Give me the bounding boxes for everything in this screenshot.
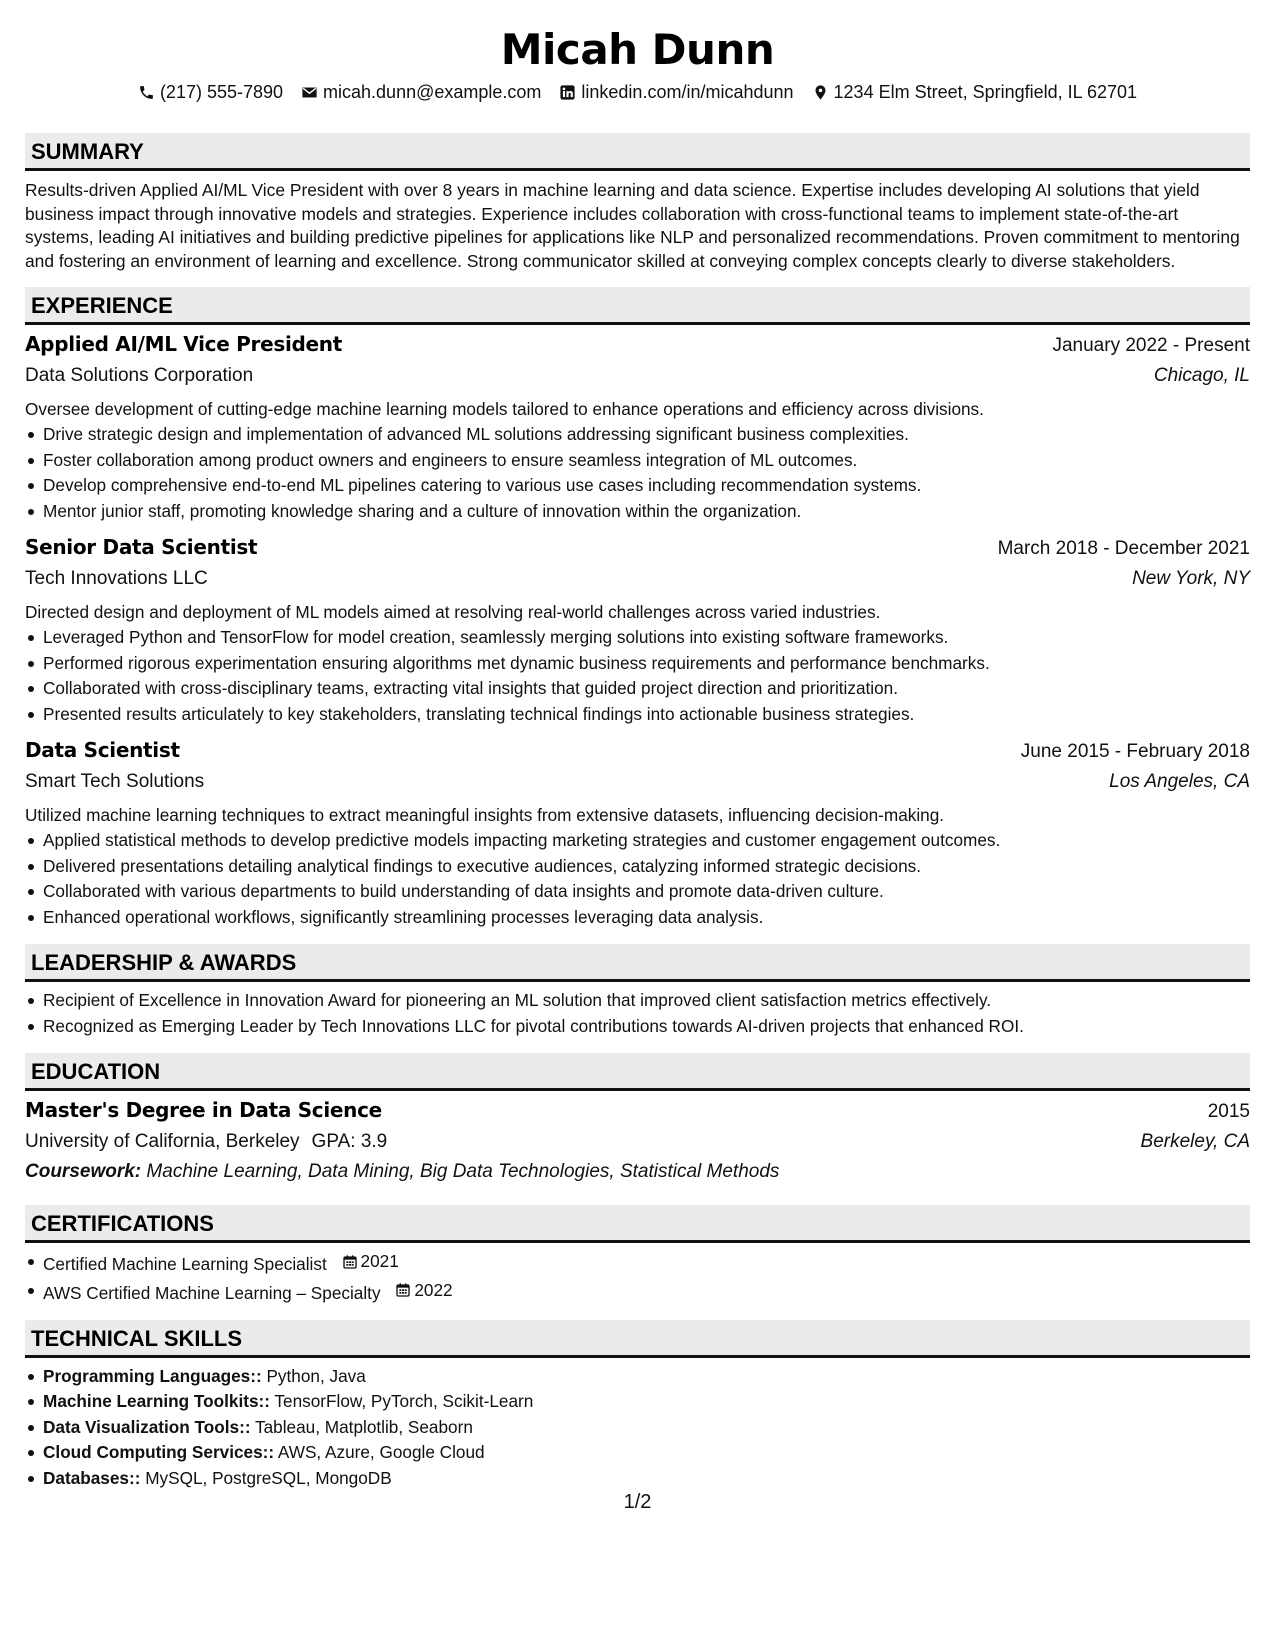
page-number: 1/2 xyxy=(623,1491,652,1513)
job-company: Data Solutions Corporation xyxy=(25,365,254,387)
job-dates: June 2015 - February 2018 xyxy=(1020,741,1250,763)
school-line xyxy=(25,1127,387,1157)
list-item: Collaborated with various departments to build understanding of data insights and promote data-driven culture. xyxy=(25,879,1250,905)
list-item: Mentor junior staff, promoting knowledge sharing and a culture of innovation within the organization. xyxy=(25,499,1250,525)
list-item xyxy=(25,1466,1250,1492)
list-item: Develop comprehensive end-to-end ML pipelines catering to various use cases including recommendation systems. xyxy=(25,473,1250,499)
certification-name: AWS Certified Machine Learning – Specialty xyxy=(43,1282,381,1303)
certification-date xyxy=(395,1278,452,1304)
list-item: Leveraged Python and TensorFlow for model creation, seamlessly merging solutions into existing software frameworks. xyxy=(25,625,1250,651)
list-item: Recipient of Excellence in Innovation Award for pioneering an ML solution that improved client satisfaction metrics effectively. xyxy=(25,988,1250,1014)
section-heading-leadership: LEADERSHIP & AWARDS xyxy=(25,944,1250,982)
phone-icon xyxy=(138,84,155,101)
list-item: Foster collaboration among product owners and engineers to ensure seamless integration of ML outcomes. xyxy=(25,448,1250,474)
job-entry xyxy=(25,329,1250,524)
job-bullets xyxy=(25,625,1250,727)
skill-value: AWS, Azure, Google Cloud xyxy=(277,1442,485,1463)
job-title: Data Scientist xyxy=(25,738,180,763)
skill-label: Cloud Computing Services:: xyxy=(43,1442,275,1463)
list-item: Collaborated with cross-disciplinary teams, extracting vital insights that guided project direction and prioritization. xyxy=(25,676,1250,702)
school-location: Berkeley, CA xyxy=(1140,1131,1250,1153)
coursework xyxy=(25,1157,1250,1187)
job-bullets xyxy=(25,828,1250,930)
degree-title: Master's Degree in Data Science xyxy=(25,1098,382,1123)
job-description: Directed design and deployment of ML models aimed at resolving real-world challenges across varied industries. xyxy=(25,602,881,623)
job-company-row xyxy=(25,361,1250,391)
job-entry xyxy=(25,735,1250,930)
education-entry xyxy=(25,1095,1250,1187)
section-heading-skills: TECHNICAL SKILLS xyxy=(25,1320,1250,1358)
gpa: GPA: 3.9 xyxy=(311,1131,388,1153)
skill-label: Machine Learning Toolkits:: xyxy=(43,1391,270,1412)
graduation-year: 2015 xyxy=(1207,1101,1250,1123)
list-item xyxy=(25,1389,1250,1415)
section-heading-summary: SUMMARY xyxy=(25,133,1250,171)
job-dates: March 2018 - December 2021 xyxy=(997,538,1250,560)
skill-value: Python, Java xyxy=(266,1365,366,1386)
linkedin-icon xyxy=(559,84,576,101)
coursework-list: Machine Learning, Data Mining, Big Data Technologies, Statistical Methods xyxy=(146,1161,780,1183)
contact-address xyxy=(812,82,1138,103)
list-item xyxy=(25,1364,1250,1390)
job-description: Utilized machine learning techniques to extract meaningful insights from extensive datasets, influencing decision-making. xyxy=(25,805,945,826)
leadership-list xyxy=(25,988,1250,1039)
job-location: Los Angeles, CA xyxy=(1109,771,1250,793)
list-item xyxy=(25,1440,1250,1466)
certification-year: 2021 xyxy=(360,1251,399,1272)
job-header-row xyxy=(25,532,1250,564)
job-header-row xyxy=(25,329,1250,361)
certification-year: 2022 xyxy=(414,1279,453,1300)
skill-value: MySQL, PostgreSQL, MongoDB xyxy=(145,1467,392,1488)
resume-page xyxy=(25,0,1250,1650)
list-item: Recognized as Emerging Leader by Tech Innovations LLC for pivotal contributions towards AI-driven projects that enhanced ROI. xyxy=(25,1014,1250,1040)
skill-label: Databases:: xyxy=(43,1467,141,1488)
section-heading-education: EDUCATION xyxy=(25,1053,1250,1091)
job-company-row xyxy=(25,767,1250,797)
section-heading-certifications: CERTIFICATIONS xyxy=(25,1205,1250,1243)
job-location: New York, NY xyxy=(1132,568,1250,590)
education-school-row xyxy=(25,1127,1250,1157)
phone-text: (217) 555-7890 xyxy=(159,82,284,102)
contact-phone xyxy=(138,82,283,103)
job-entry xyxy=(25,532,1250,727)
list-item xyxy=(25,1415,1250,1441)
job-title: Senior Data Scientist xyxy=(25,535,258,560)
email-link[interactable]: micah.dunn@example.com xyxy=(323,82,542,102)
contact-linkedin[interactable] xyxy=(559,82,793,103)
job-description: Oversee development of cutting-edge machine learning models tailored to enhance operations and efficiency across divisions. xyxy=(25,399,984,420)
skill-value: Tableau, Matplotlib, Seaborn xyxy=(255,1416,473,1437)
list-item: Drive strategic design and implementation of advanced ML solutions addressing significant business complexities. xyxy=(25,422,1250,448)
list-item: Enhanced operational workflows, significantly streamlining processes leveraging data analysis. xyxy=(25,905,1250,931)
map-pin-icon xyxy=(812,84,829,101)
candidate-name: Micah Dunn xyxy=(500,25,775,74)
education-header-row xyxy=(25,1095,1250,1127)
skill-label: Programming Languages:: xyxy=(43,1365,262,1386)
job-company-row xyxy=(25,564,1250,594)
job-bullets xyxy=(25,422,1250,524)
skills-list xyxy=(25,1364,1250,1492)
coursework-label: Coursework: xyxy=(25,1161,142,1183)
job-company: Smart Tech Solutions xyxy=(25,771,205,793)
skill-label: Data Visualization Tools:: xyxy=(43,1416,251,1437)
certifications-list xyxy=(25,1249,1250,1306)
skill-value: TensorFlow, PyTorch, Scikit-Learn xyxy=(274,1391,534,1412)
envelope-icon xyxy=(301,84,318,101)
job-company: Tech Innovations LLC xyxy=(25,568,208,590)
summary-text: Results-driven Applied AI/ML Vice President with over 8 years in machine learning and data science. Expertise includes developing AI solutions that yield business impact through innovative models and strategies. Experience includes collaboration with cross-functional teams to implement state-of-the-art systems, leading AI initiatives and building predictive pipelines for applications like NLP and personalized recommendations. Proven commitment to mentoring and fostering an environment of learning and excellence. Strong communicator skilled at conveying complex concepts clearly to diverse stakeholders. xyxy=(25,180,1240,271)
calendar-icon xyxy=(395,1282,411,1298)
list-item: Delivered presentations detailing analytical findings to executive audiences, catalyzing informed strategic decisions. xyxy=(25,854,1250,880)
address-text: 1234 Elm Street, Springfield, IL 62701 xyxy=(833,82,1138,102)
list-item xyxy=(25,1278,1250,1306)
list-item: Applied statistical methods to develop predictive models impacting marketing strategies and customer engagement outcomes. xyxy=(25,828,1250,854)
job-dates: January 2022 - Present xyxy=(1052,335,1250,357)
list-item xyxy=(25,1249,1250,1277)
contact-bar xyxy=(25,82,1250,103)
linkedin-link[interactable]: linkedin.com/in/micahdunn xyxy=(581,82,794,102)
section-heading-experience: EXPERIENCE xyxy=(25,287,1250,325)
contact-email[interactable] xyxy=(301,82,541,103)
list-item: Presented results articulately to key stakeholders, translating technical findings into actionable business strategies. xyxy=(25,702,1250,728)
certification-name: Certified Machine Learning Specialist xyxy=(43,1254,327,1275)
job-header-row xyxy=(25,735,1250,767)
school-name: University of California, Berkeley xyxy=(25,1131,300,1153)
calendar-icon xyxy=(342,1254,358,1270)
job-title: Applied AI/ML Vice President xyxy=(25,332,342,357)
list-item: Performed rigorous experimentation ensuring algorithms met dynamic business requirements and performance benchmarks. xyxy=(25,651,1250,677)
certification-date xyxy=(342,1249,399,1275)
job-location: Chicago, IL xyxy=(1153,365,1250,387)
